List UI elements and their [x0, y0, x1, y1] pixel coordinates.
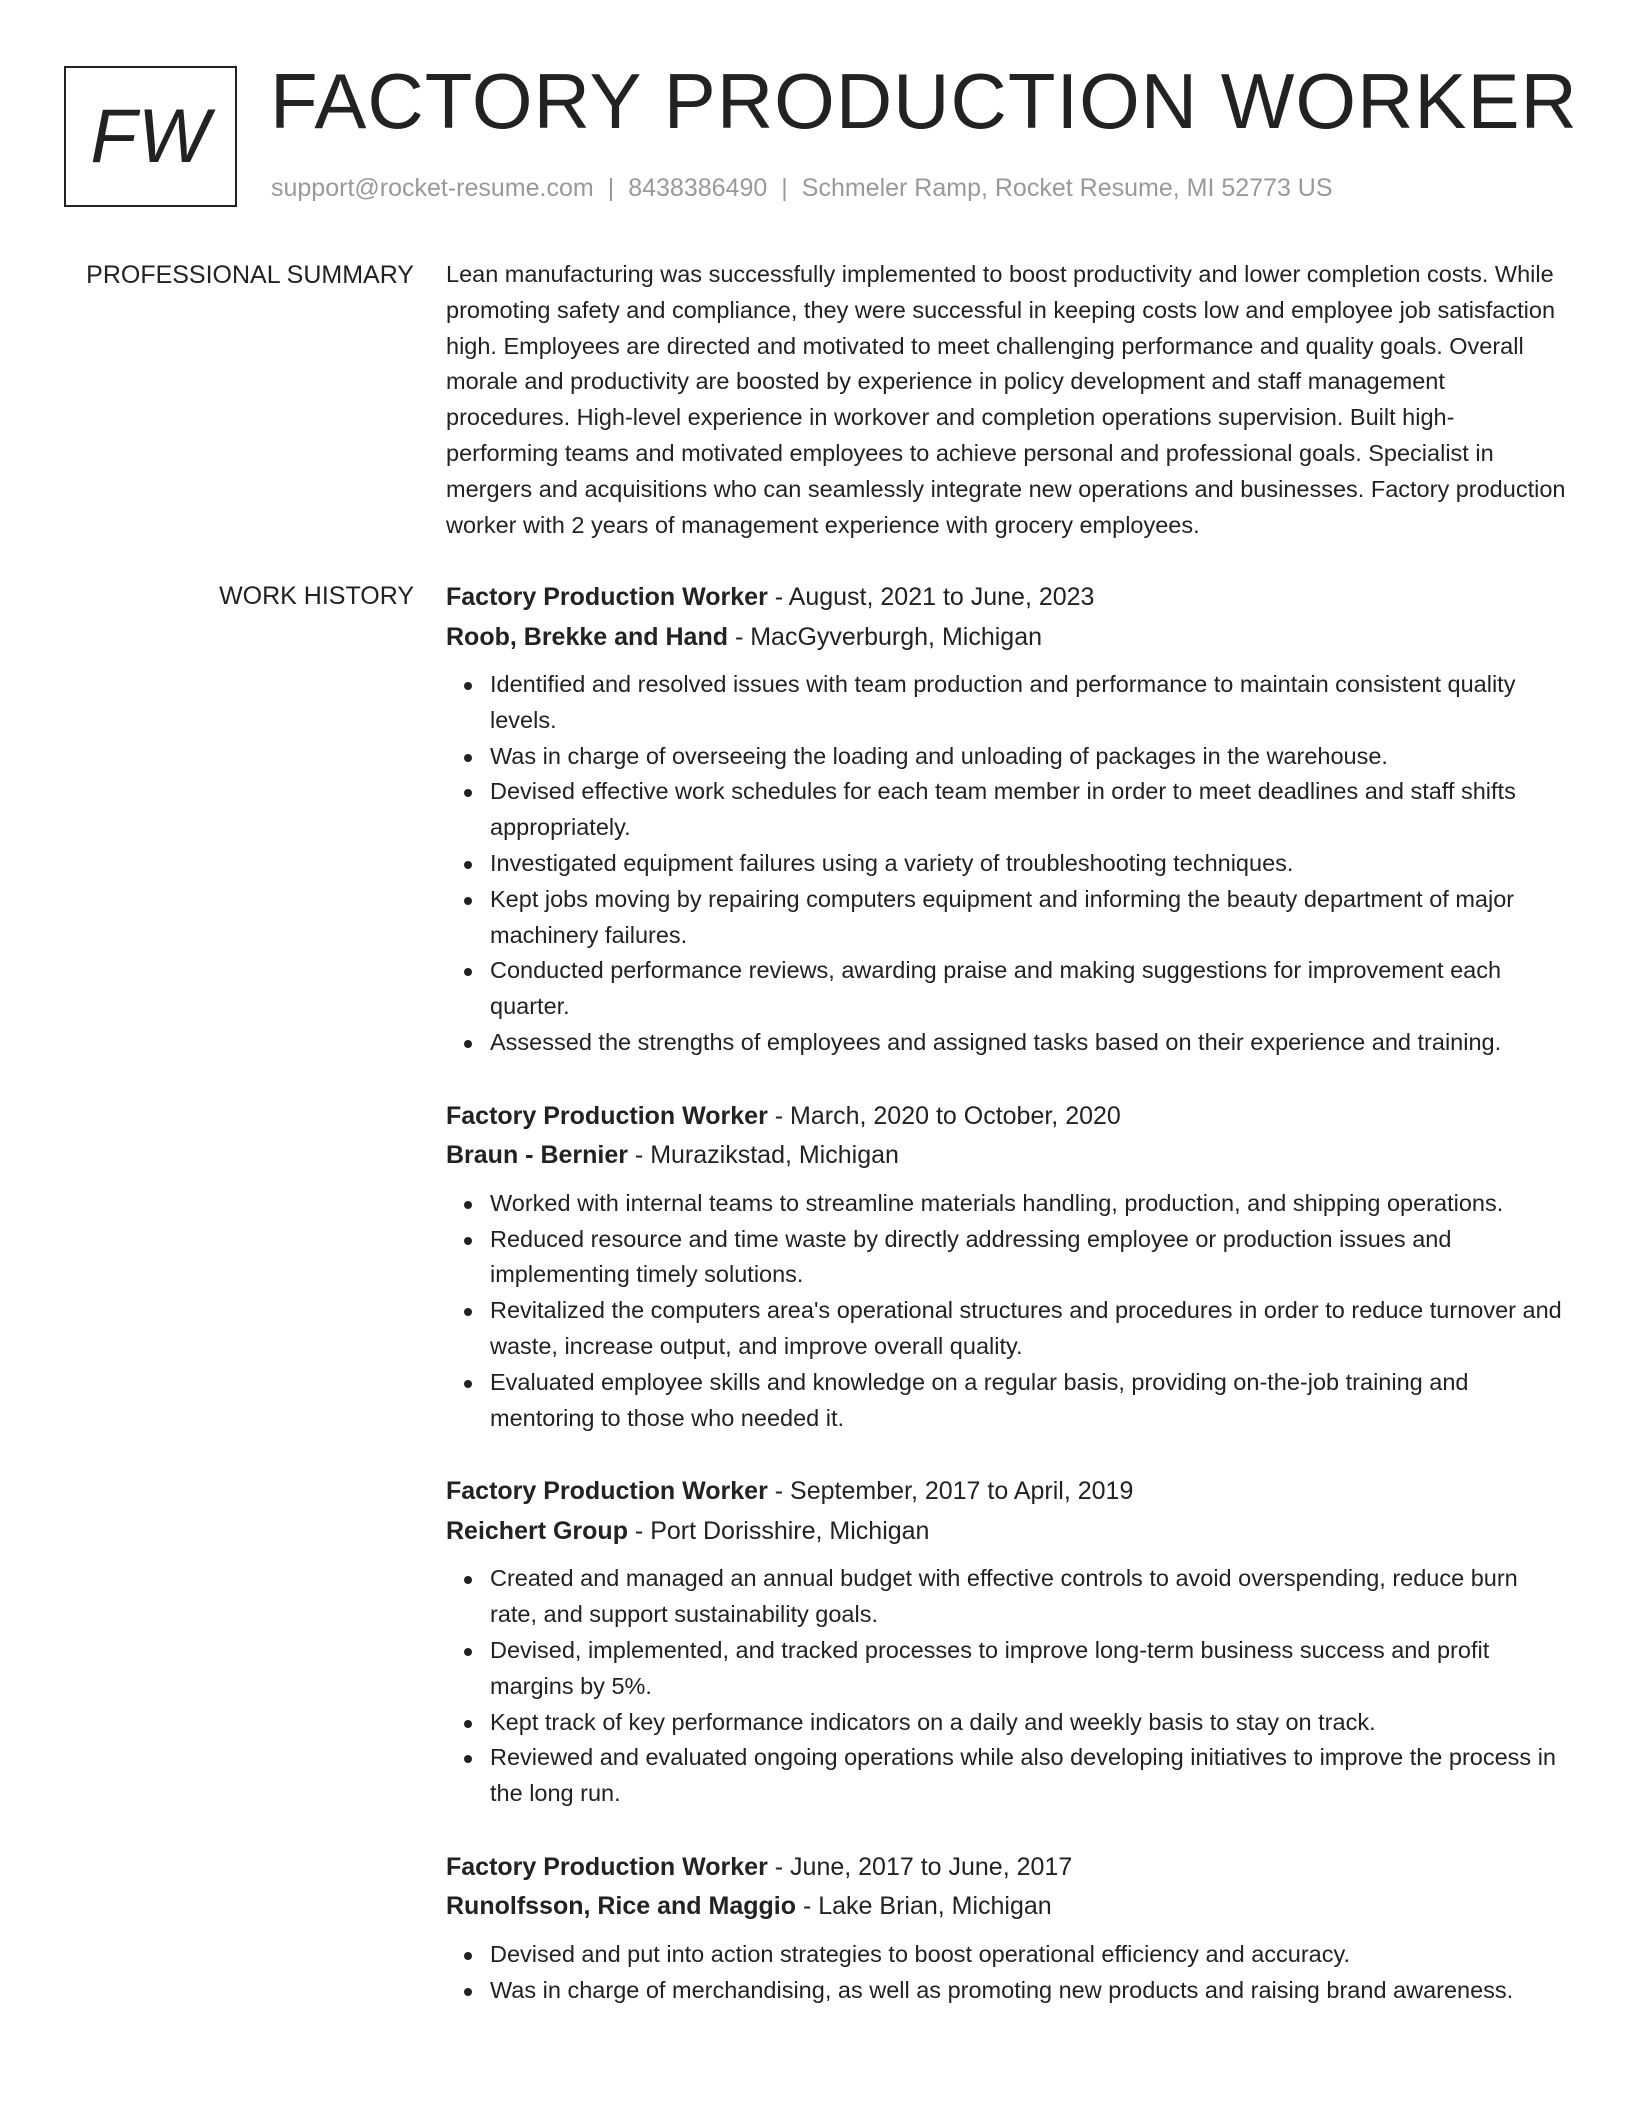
summary-text: Lean manufacturing was successfully implemented to boost productivity and lower completion costs. While promoting safety and compliance, they were successful in keeping costs low and employee job satisfaction high. Employees are directed and motivated to meet challenging performance and quality goals. Overall morale and productivity are boosted by experience in policy development and staff management procedures. High-level experience in workover and completion operations supervision. Built high-performing teams and motivated employees to achieve personal and professional goals. Specialist in mergers and acquisitions who can seamlessly integrate new operations and businesses. Factory production worker with 2 years of management experience with grocery employees.	[446, 261, 1566, 538]
job-bullets	[446, 1937, 1566, 2009]
job-dates: - September, 2017 to April, 2019	[767, 1477, 1134, 1506]
job-role: Factory Production Worker	[446, 1101, 768, 1130]
job-entry	[446, 1097, 1566, 1437]
contact-line	[271, 174, 1333, 203]
list-item: Devised and put into action strategies to boost operational efficiency and accuracy.	[490, 1937, 1566, 1973]
job-entry	[446, 1472, 1566, 1812]
job-role: Factory Production Worker	[446, 1477, 768, 1506]
contact-separator: |	[781, 174, 788, 202]
job-bullets	[446, 667, 1566, 1061]
page-title: FACTORY PRODUCTION WORKER	[270, 57, 1578, 145]
list-item: Identified and resolved issues with team production and performance to maintain consistent quality levels.	[490, 667, 1566, 739]
list-item: Worked with internal teams to streamline materials handling, production, and shipping operations.	[490, 1186, 1566, 1222]
list-item: Revitalized the computers area's operational structures and procedures in order to reduce turnover and waste, increase output, and improve overall quality.	[490, 1293, 1566, 1365]
list-item: Was in charge of merchandising, as well as promoting new products and raising brand awareness.	[490, 1973, 1566, 2009]
work-history-body	[446, 578, 1566, 2045]
list-item: Created and managed an annual budget with effective controls to avoid overspending, reduce burn rate, and support sustainability goals.	[490, 1561, 1566, 1633]
list-item: Kept jobs moving by repairing computers equipment and informing the beauty department of major machinery failures.	[490, 882, 1566, 954]
job-title-line	[446, 1097, 1566, 1137]
job-title-line	[446, 1472, 1566, 1512]
contact-email[interactable]: support@rocket-resume.com	[271, 174, 594, 202]
job-bullets	[446, 1561, 1566, 1812]
job-dates: - March, 2020 to October, 2020	[767, 1101, 1121, 1130]
list-item: Conducted performance reviews, awarding praise and making suggestions for improvement each quarter.	[490, 953, 1566, 1025]
job-entry	[446, 578, 1566, 1061]
summary-body	[446, 257, 1566, 543]
list-item: Reduced resource and time waste by directly addressing employee or production issues and implementing timely solutions.	[490, 1222, 1566, 1294]
list-item: Evaluated employee skills and knowledge on a regular basis, providing on-the-job training and mentoring to those who needed it.	[490, 1365, 1566, 1437]
section-title-work-history: WORK HISTORY	[219, 582, 414, 610]
job-company-line	[446, 618, 1566, 658]
job-location: - Murazikstad, Michigan	[627, 1141, 899, 1170]
contact-address: Schmeler Ramp, Rocket Resume, MI 52773 US	[801, 174, 1333, 202]
list-item: Was in charge of overseeing the loading and unloading of packages in the warehouse.	[490, 739, 1566, 775]
job-company: Braun - Bernier	[446, 1141, 628, 1170]
job-dates: - June, 2017 to June, 2017	[767, 1852, 1073, 1881]
job-entry	[446, 1848, 1566, 2009]
list-item: Investigated equipment failures using a variety of troubleshooting techniques.	[490, 846, 1566, 882]
list-item: Devised, implemented, and tracked processes to improve long-term business success and profit margins by 5%.	[490, 1633, 1566, 1705]
job-company-line	[446, 1136, 1566, 1176]
job-bullets	[446, 1186, 1566, 1437]
monogram-logo: FW	[64, 66, 237, 207]
job-company: Runolfsson, Rice and Maggio	[446, 1892, 797, 1921]
job-company-line	[446, 1512, 1566, 1552]
job-role: Factory Production Worker	[446, 1852, 768, 1881]
job-dates: - August, 2021 to June, 2023	[767, 583, 1095, 611]
job-location: - Port Dorisshire, Michigan	[627, 1516, 930, 1545]
job-location: - Lake Brian, Michigan	[796, 1892, 1052, 1921]
contact-phone[interactable]: 8438386490	[628, 174, 768, 202]
list-item: Reviewed and evaluated ongoing operations while also developing initiatives to improve the process in the long run.	[490, 1740, 1566, 1812]
job-title-line	[446, 1848, 1566, 1888]
job-company: Roob, Brekke and Hand	[446, 622, 728, 651]
job-title-line	[446, 578, 1566, 618]
job-role: Factory Production Worker	[446, 583, 768, 611]
job-company-line	[446, 1887, 1566, 1927]
list-item: Assessed the strengths of employees and assigned tasks based on their experience and training.	[490, 1025, 1566, 1061]
contact-separator: |	[607, 174, 615, 202]
list-item: Devised effective work schedules for each team member in order to meet deadlines and staff shifts appropriately.	[490, 774, 1566, 846]
job-company: Reichert Group	[446, 1516, 628, 1545]
list-item: Kept track of key performance indicators on a daily and weekly basis to stay on track.	[490, 1705, 1566, 1741]
section-title-summary: PROFESSIONAL SUMMARY	[86, 261, 414, 289]
job-location: - MacGyverburgh, Michigan	[728, 622, 1043, 651]
